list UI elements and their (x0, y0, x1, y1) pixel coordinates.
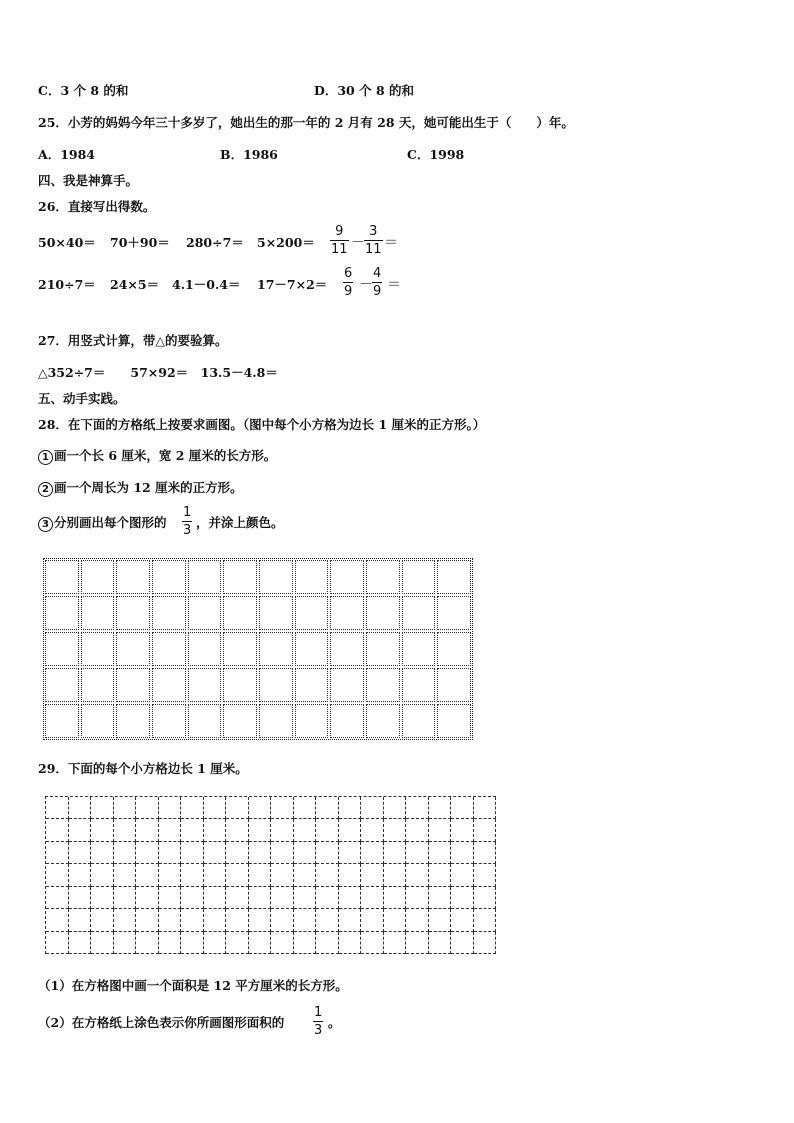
grid-cell[interactable] (316, 864, 339, 886)
grid-cell[interactable] (81, 596, 115, 630)
q28-item-1 (38, 447, 276, 465)
grid-cell[interactable] (361, 842, 384, 864)
grid-cell[interactable] (406, 909, 429, 931)
grid-cell[interactable] (91, 887, 114, 909)
grid-cell[interactable] (188, 596, 222, 630)
grid-cell[interactable] (223, 560, 257, 594)
grid-cell[interactable] (330, 704, 364, 738)
grid-cell[interactable] (429, 887, 452, 909)
grid-cell[interactable] (69, 842, 92, 864)
grid-cell[interactable] (91, 864, 114, 886)
grid-cell[interactable] (406, 887, 429, 909)
grid-cell[interactable] (204, 842, 227, 864)
q26-item: 50×40＝ (38, 235, 96, 250)
grid-cell[interactable] (46, 887, 69, 909)
grid-cell[interactable] (114, 909, 137, 931)
grid-cell[interactable] (429, 909, 452, 931)
q24-option-d: D．30 个 8 的和 (314, 83, 414, 98)
grid-cell[interactable] (181, 797, 204, 819)
grid-cell[interactable] (271, 797, 294, 819)
fraction-bar (372, 282, 382, 283)
grid-cell[interactable] (330, 668, 364, 702)
grid-cell[interactable] (46, 797, 69, 819)
q29-fraction (313, 1005, 323, 1038)
grid-cell[interactable] (295, 704, 329, 738)
grid-cell[interactable] (249, 819, 272, 841)
grid-cell[interactable] (223, 704, 257, 738)
grid-cell[interactable] (226, 932, 249, 954)
grid-cell[interactable] (474, 887, 497, 909)
grid-cell[interactable] (339, 932, 362, 954)
grid-cell[interactable] (402, 668, 436, 702)
grid-cell[interactable] (361, 909, 384, 931)
q26-item: 24×5＝ (110, 277, 160, 292)
fraction-numerator: 1 (314, 1005, 323, 1020)
grid-cell[interactable] (45, 668, 79, 702)
grid-cell[interactable] (91, 819, 114, 841)
fraction-numerator: 1 (183, 505, 192, 520)
grid-cell[interactable] (204, 932, 227, 954)
grid-cell[interactable] (159, 819, 182, 841)
grid-cell[interactable] (316, 797, 339, 819)
q26-item: 17－7×2＝ (257, 277, 328, 292)
grid-cell[interactable] (402, 596, 436, 630)
grid-cell[interactable] (181, 932, 204, 954)
q27-items: △352÷7＝ 57×92＝ 13.5－4.8＝ (38, 365, 278, 380)
grid-cell[interactable] (339, 887, 362, 909)
grid-cell[interactable] (159, 797, 182, 819)
grid-cell[interactable] (249, 797, 272, 819)
grid-cell[interactable] (249, 909, 272, 931)
grid-cell[interactable] (114, 887, 137, 909)
grid-cell[interactable] (316, 887, 339, 909)
grid-cell[interactable] (223, 668, 257, 702)
grid-cell[interactable] (384, 864, 407, 886)
grid-cell[interactable] (294, 864, 317, 886)
grid-cell[interactable] (46, 842, 69, 864)
grid-cell[interactable] (136, 864, 159, 886)
grid-cell[interactable] (204, 797, 227, 819)
section-4-heading: 四、我是神算手。 (38, 173, 139, 188)
grid-cell[interactable] (91, 842, 114, 864)
grid-cell[interactable] (259, 560, 293, 594)
grid-cell[interactable] (69, 909, 92, 931)
grid-cell[interactable] (294, 887, 317, 909)
q26-fraction (364, 224, 383, 257)
q26-item: 280÷7＝ (186, 235, 244, 250)
grid-cell[interactable] (226, 887, 249, 909)
grid-cell[interactable] (116, 632, 150, 666)
grid-cell[interactable] (271, 819, 294, 841)
grid-cell[interactable] (361, 864, 384, 886)
grid-cell[interactable] (295, 560, 329, 594)
grid-cell[interactable] (474, 842, 497, 864)
q28-item-2-text: 画一个周长为 12 厘米的正方形。 (54, 480, 243, 495)
grid-cell[interactable] (451, 842, 474, 864)
grid-cell[interactable] (384, 842, 407, 864)
grid-cell[interactable] (259, 596, 293, 630)
grid-cell[interactable] (226, 909, 249, 931)
grid-cell[interactable] (46, 864, 69, 886)
grid-cell[interactable] (114, 864, 137, 886)
grid-cell[interactable] (81, 632, 115, 666)
q28-fraction (182, 505, 192, 538)
grid-cell[interactable] (136, 932, 159, 954)
grid-cell[interactable] (116, 704, 150, 738)
grid-cell[interactable] (249, 932, 272, 954)
grid-cell[interactable] (91, 909, 114, 931)
fraction-denominator: 3 (314, 1023, 323, 1038)
q29-question: 29．下面的每个小方格边长 1 厘米。 (38, 761, 248, 776)
grid-cell[interactable] (188, 668, 222, 702)
grid-cell[interactable] (259, 704, 293, 738)
grid-cell[interactable] (116, 668, 150, 702)
grid-cell[interactable] (384, 819, 407, 841)
grid-cell[interactable] (366, 704, 400, 738)
grid-cell[interactable] (69, 819, 92, 841)
grid-cell[interactable] (226, 842, 249, 864)
grid-cell[interactable] (294, 932, 317, 954)
grid-cell[interactable] (116, 560, 150, 594)
grid-cell[interactable] (45, 632, 79, 666)
grid-cell[interactable] (339, 864, 362, 886)
q29-subquestion-1: （1）在方格图中画一个面积是 12 平方厘米的长方形。 (38, 978, 348, 993)
grid-cell[interactable] (437, 596, 471, 630)
grid-cell[interactable] (136, 842, 159, 864)
dotted-grid-paper[interactable] (43, 558, 473, 740)
grid-cell[interactable] (474, 797, 497, 819)
grid-cell[interactable] (339, 797, 362, 819)
grid-cell[interactable] (271, 932, 294, 954)
grid-cell[interactable] (204, 864, 227, 886)
fraction-numerator: 6 (344, 266, 353, 281)
grid-cell[interactable] (316, 842, 339, 864)
fraction-bar (343, 282, 353, 283)
grid-cell[interactable] (295, 668, 329, 702)
grid-cell[interactable] (361, 932, 384, 954)
q27-question: 27．用竖式计算，带△的要验算。 (38, 333, 228, 348)
grid-cell[interactable] (406, 864, 429, 886)
grid-cell[interactable] (429, 819, 452, 841)
fraction-numerator: 4 (373, 266, 382, 281)
grid-cell[interactable] (226, 864, 249, 886)
grid-cell[interactable] (69, 887, 92, 909)
grid-cell[interactable] (271, 842, 294, 864)
circled-number: 1 (38, 450, 53, 465)
grid-cell[interactable] (271, 864, 294, 886)
fraction-denominator: 3 (183, 523, 192, 538)
grid-cell[interactable] (271, 909, 294, 931)
fraction-bar (364, 240, 383, 241)
q29-subquestion-2: （2）在方格纸上涂色表示你所画图形面积的 (38, 1015, 285, 1030)
grid-cell[interactable] (474, 932, 497, 954)
grid-cell[interactable] (339, 819, 362, 841)
fraction-bar (313, 1021, 323, 1022)
grid-cell[interactable] (223, 596, 257, 630)
q26-item: 4.1－0.4＝ (172, 277, 241, 292)
grid-cell[interactable] (136, 887, 159, 909)
grid-cell[interactable] (295, 632, 329, 666)
grid-cell[interactable] (91, 932, 114, 954)
grid-cell[interactable] (45, 596, 79, 630)
grid-cell[interactable] (159, 842, 182, 864)
q28-question: 28．在下面的方格纸上按要求画图。（图中每个小方格为边长 1 厘米的正方形。） (38, 417, 486, 432)
q28-item-1-text: 画一个长 6 厘米，宽 2 厘米的长方形。 (54, 448, 277, 463)
q28-item-2 (38, 479, 243, 497)
grid-cell[interactable] (116, 596, 150, 630)
grid-cell[interactable] (384, 887, 407, 909)
grid-cell[interactable] (451, 797, 474, 819)
grid-cell[interactable] (366, 596, 400, 630)
q25-option-b: B．1986 (220, 147, 278, 162)
grid-cell[interactable] (46, 909, 69, 931)
fraction-denominator: 9 (373, 284, 382, 299)
grid-cell[interactable] (81, 560, 115, 594)
equals-sign: ＝ (387, 277, 401, 293)
grid-cell[interactable] (136, 819, 159, 841)
q25-option-a: A．1984 (38, 147, 95, 162)
q25-question: 25．小芳的妈妈今年三十多岁了，她出生的那一年的 2 月有 28 天，她可能出生于（ ）年。 (38, 115, 574, 130)
grid-cell[interactable] (429, 842, 452, 864)
grid-cell[interactable] (384, 909, 407, 931)
grid-cell[interactable] (188, 632, 222, 666)
grid-cell[interactable] (46, 819, 69, 841)
grid-cell[interactable] (451, 909, 474, 931)
grid-cell[interactable] (406, 797, 429, 819)
fraction-numerator: 3 (369, 224, 378, 239)
q28-item-3 (38, 514, 167, 532)
fraction-denominator: 11 (331, 242, 348, 257)
grid-cell[interactable] (152, 560, 186, 594)
q26-item: 5×200＝ (257, 235, 315, 250)
grid-cell[interactable] (429, 932, 452, 954)
grid-cell[interactable] (437, 668, 471, 702)
grid-cell[interactable] (361, 887, 384, 909)
grid-cell[interactable] (181, 909, 204, 931)
grid-cell[interactable] (295, 596, 329, 630)
grid-cell[interactable] (402, 560, 436, 594)
grid-cell[interactable] (159, 887, 182, 909)
grid-cell[interactable] (366, 560, 400, 594)
grid-cell[interactable] (114, 932, 137, 954)
grid-cell[interactable] (159, 864, 182, 886)
grid-cell[interactable] (316, 909, 339, 931)
grid-cell[interactable] (204, 909, 227, 931)
circled-number: 2 (38, 482, 53, 497)
grid-cell[interactable] (188, 560, 222, 594)
grid-cell[interactable] (406, 819, 429, 841)
grid-cell[interactable] (114, 797, 137, 819)
grid-cell[interactable] (152, 668, 186, 702)
grid-cell[interactable] (136, 797, 159, 819)
grid-cell[interactable] (406, 842, 429, 864)
fraction-bar (182, 521, 192, 522)
q26-item: 210÷7＝ (38, 277, 96, 292)
grid-cell[interactable] (152, 704, 186, 738)
q28-item-3-text: 分别画出每个图形的 (54, 515, 167, 530)
grid-cell[interactable] (474, 819, 497, 841)
q26-fraction (372, 266, 382, 299)
fraction-denominator: 9 (344, 284, 353, 299)
grid-cell[interactable] (91, 797, 114, 819)
grid-cell[interactable] (384, 932, 407, 954)
grid-cell[interactable] (316, 932, 339, 954)
grid-cell[interactable] (249, 887, 272, 909)
grid-cell[interactable] (366, 632, 400, 666)
grid-cell[interactable] (339, 909, 362, 931)
q24-option-c: C．3 个 8 的和 (38, 83, 129, 98)
grid-cell[interactable] (451, 819, 474, 841)
grid-cell[interactable] (181, 864, 204, 886)
grid-cell[interactable] (249, 842, 272, 864)
grid-cell[interactable] (114, 819, 137, 841)
fraction-bar (330, 240, 349, 241)
grid-cell[interactable] (69, 932, 92, 954)
grid-cell[interactable] (204, 887, 227, 909)
grid-cell[interactable] (136, 909, 159, 931)
q29-subquestion-2-suffix: 。 (328, 1015, 341, 1030)
grid-cell[interactable] (474, 909, 497, 931)
grid-cell[interactable] (330, 560, 364, 594)
minus-sign: － (359, 277, 373, 293)
grid-cell[interactable] (152, 596, 186, 630)
dashed-grid-paper[interactable] (45, 796, 496, 954)
grid-cell[interactable] (81, 668, 115, 702)
grid-cell[interactable] (81, 704, 115, 738)
grid-cell[interactable] (259, 632, 293, 666)
grid-cell[interactable] (226, 819, 249, 841)
grid-cell[interactable] (204, 819, 227, 841)
grid-cell[interactable] (46, 932, 69, 954)
grid-cell[interactable] (361, 819, 384, 841)
q26-fraction (330, 224, 349, 257)
grid-cell[interactable] (223, 632, 257, 666)
grid-cell[interactable] (451, 887, 474, 909)
grid-cell[interactable] (406, 932, 429, 954)
grid-cell[interactable] (402, 704, 436, 738)
grid-cell[interactable] (271, 887, 294, 909)
grid-cell[interactable] (249, 864, 272, 886)
grid-cell[interactable] (330, 596, 364, 630)
grid-cell[interactable] (294, 819, 317, 841)
grid-cell[interactable] (437, 704, 471, 738)
circled-number: 3 (38, 517, 53, 532)
grid-cell[interactable] (294, 842, 317, 864)
grid-cell[interactable] (429, 797, 452, 819)
q28-item-3-suffix: ，并涂上颜色。 (196, 515, 284, 530)
grid-cell[interactable] (339, 842, 362, 864)
q25-option-c: C．1998 (407, 147, 465, 162)
grid-cell[interactable] (451, 864, 474, 886)
q26-fraction (343, 266, 353, 299)
grid-cell[interactable] (114, 842, 137, 864)
grid-cell[interactable] (181, 819, 204, 841)
grid-cell[interactable] (294, 909, 317, 931)
grid-cell[interactable] (159, 932, 182, 954)
grid-cell[interactable] (45, 560, 79, 594)
grid-cell[interactable] (451, 932, 474, 954)
grid-cell[interactable] (437, 632, 471, 666)
grid-cell[interactable] (384, 797, 407, 819)
grid-cell[interactable] (361, 797, 384, 819)
grid-cell[interactable] (429, 864, 452, 886)
minus-sign: － (351, 235, 365, 251)
grid-cell[interactable] (316, 819, 339, 841)
grid-cell[interactable] (181, 842, 204, 864)
grid-cell[interactable] (152, 632, 186, 666)
q26-question: 26．直接写出得数。 (38, 199, 156, 214)
grid-cell[interactable] (226, 797, 249, 819)
grid-cell[interactable] (259, 668, 293, 702)
grid-cell[interactable] (402, 632, 436, 666)
grid-cell[interactable] (69, 797, 92, 819)
grid-cell[interactable] (181, 887, 204, 909)
grid-cell[interactable] (159, 909, 182, 931)
grid-cell[interactable] (188, 704, 222, 738)
grid-cell[interactable] (366, 668, 400, 702)
grid-cell[interactable] (294, 797, 317, 819)
q26-item: 70＋90＝ (110, 235, 170, 250)
grid-cell[interactable] (474, 864, 497, 886)
grid-cell[interactable] (330, 632, 364, 666)
grid-cell[interactable] (437, 560, 471, 594)
fraction-numerator: 9 (335, 224, 344, 239)
equals-sign: ＝ (384, 235, 398, 251)
grid-cell[interactable] (45, 704, 79, 738)
grid-cell[interactable] (69, 864, 92, 886)
section-5-heading: 五、动手实践。 (38, 391, 126, 406)
fraction-denominator: 11 (365, 242, 382, 257)
